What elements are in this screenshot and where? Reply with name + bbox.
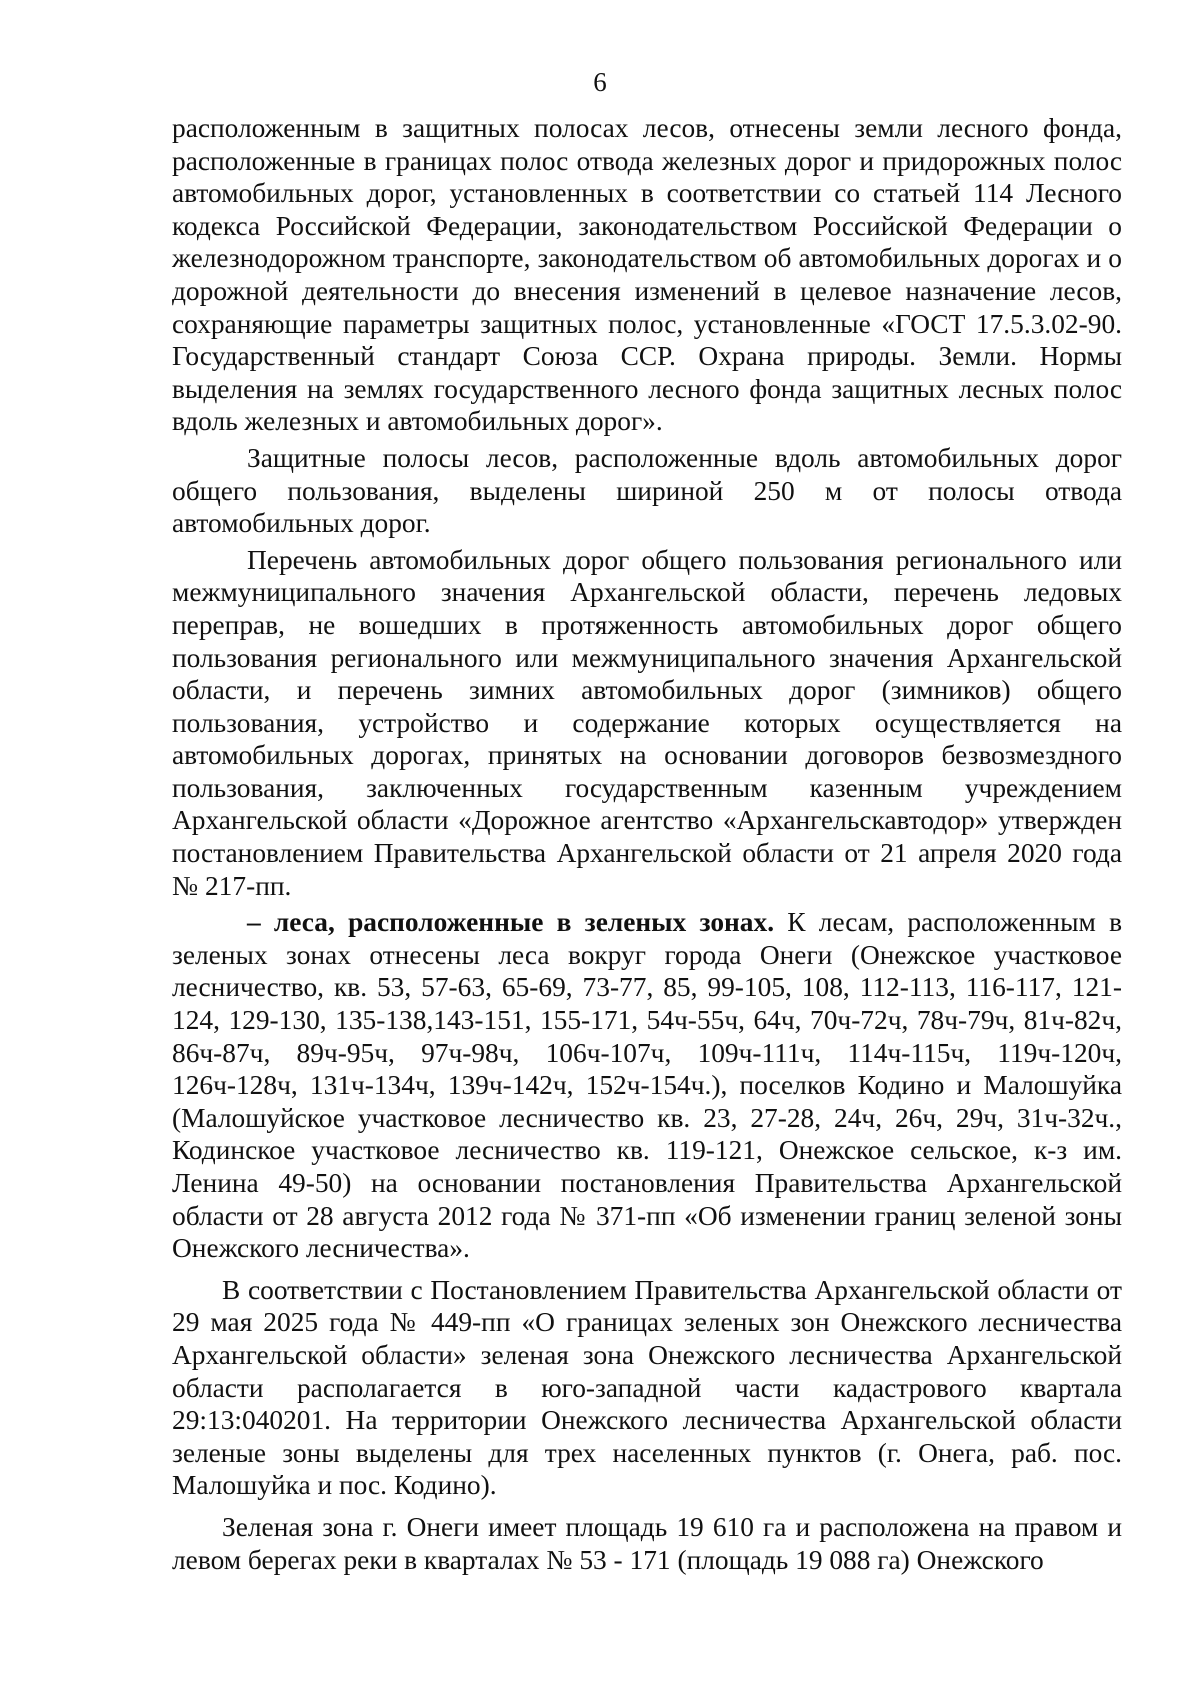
paragraph-green-zones — [172, 906, 1122, 1265]
paragraph-protective-strips-width: Защитные полосы лесов, расположенные вдоль автомобильных дорог общего пользования, выделены шириной 250 м от полосы отвода автомобильных дорог. — [172, 442, 1122, 539]
document-body — [172, 112, 1122, 1576]
paragraph-road-list: Перечень автомобильных дорог общего пользования регионального или межмуниципального значения Архангельской области, перечень ледовых переправ, не вошедших в протяженность автомобильных дорог общего пользования регионального или межмуниципального значения Архангельской области, и перечень зимних автомобильных дорог (зимников) общего пользования, устройство и содержание которых осуществляется на автомобильных дорогах, принятых на основании договоров безвозмездного пользования, заключенных государственным казенным учреждением Архангельской области «Дорожное агентство «Архангельскавтодор» утвержден постановлением Правительства Архангельской области от 21 апреля 2020 года № 217-пп. — [172, 544, 1122, 901]
paragraph-resolution-2025: В соответствии с Постановлением Правительства Архангельской области от 29 мая 2025 года № 449-пп «О границах зеленых зон Онежского лесничества Архангельской области» зеленая зона Онежского лесничества Архангельской области располагается в юго-западной части кадастрового квартала 29:13:040201. На территории Онежского лесничества Архангельской области зеленые зоны выделены для трех населенных пунктов (г. Онега, раб. пос. Малошуйка и пос. Кодино). — [172, 1274, 1122, 1501]
paragraph-onega-green-zone: Зеленая зона г. Онеги имеет площадь 19 610 га и расположена на правом и левом берегах реки в кварталах № 53 - 171 (площадь 19 088 га) Онежского — [172, 1511, 1122, 1575]
green-zones-heading: – леса, расположенные в зеленых зонах. — [247, 907, 775, 938]
page-number: 6 — [593, 67, 607, 97]
green-zones-text: К лесам, расположенным в зеленых зонах отнесены леса вокруг города Онеги (Онежское участковое лесничество, кв. 53, 57-63, 65-69, 73-77, 85, 99-105, 108, 112-113, 116-117, 121-124, 129-130, 135-138,143-151, 155-171, 54ч-55ч, 64ч, 70ч-72ч, 78ч-79ч, 81ч-82ч, 86ч-87ч, 89ч-95ч, 97ч-98ч, 106ч-107ч, 109ч-111ч, 114ч-115ч, 119ч-120ч, 126ч-128ч, 131ч-134ч, 139ч-142ч, 152ч-154ч.), поселков Кодино и Малошуйка (Малошуйское участковое лесничество кв. 23, 27-28, 24ч, 26ч, 29ч, 31ч-32ч., Кодинское участковое лесничество кв. 119-121, Онежское сельское, к-з им. Ленина 49-50) на основании постановления Правительства Архангельской области от 28 августа 2012 года № 371-пп «Об изменении границ зеленой зоны Онежского лесничества». — [172, 907, 1123, 1264]
paragraph-protective-strips-continued: расположенным в защитных полосах лесов, отнесены земли лесного фонда, расположенные в границах полос отвода железных дорог и придорожных полос автомобильных дорог, установленных в соответствии со статьей 114 Лесного кодекса Российской Федерации, законодательством Российской Федерации о железнодорожном транспорте, законодательством об автомобильных дорогах и о дорожной деятельности до внесения изменений в целевое назначение лесов, сохраняющие параметры защитных полос, установленные «ГОСТ 17.5.3.02-90. Государственный стандарт Союза ССР. Охрана природы. Земли. Нормы выделения на землях государственного лесного фонда защитных лесных полос вдоль железных и автомобильных дорог». — [172, 113, 1122, 437]
